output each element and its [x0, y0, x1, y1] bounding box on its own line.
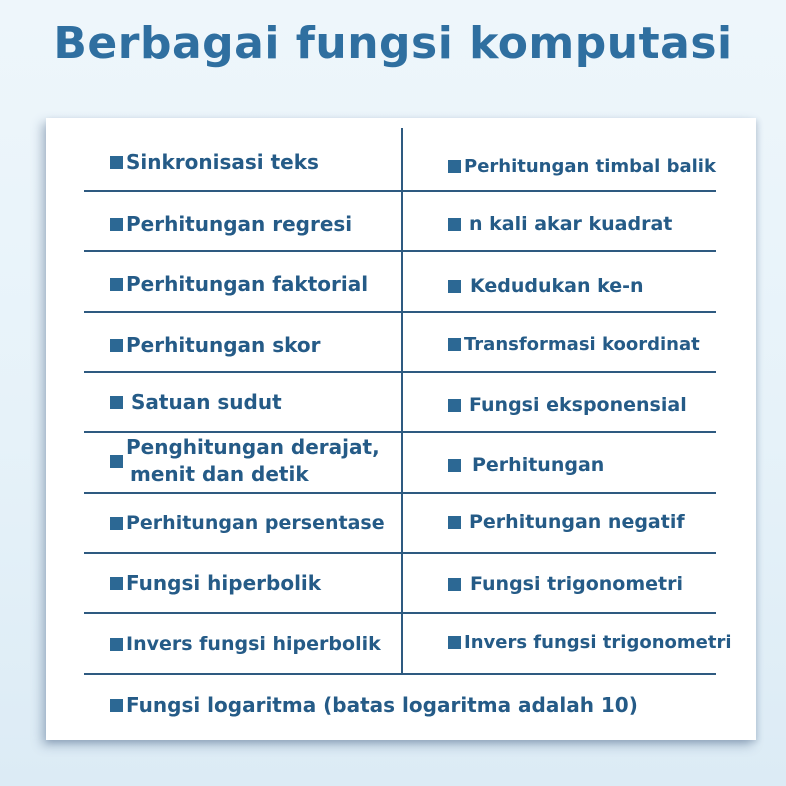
list-item: [448, 266, 644, 306]
square-bullet-icon: [110, 278, 123, 291]
list-item-label-group: [126, 434, 380, 488]
list-item: [448, 324, 700, 364]
square-bullet-icon: [448, 218, 461, 231]
row-divider: [84, 250, 716, 252]
square-bullet-icon: [448, 459, 461, 472]
square-bullet-icon: [110, 577, 123, 590]
square-bullet-icon: [110, 455, 123, 468]
list-item: [110, 624, 381, 664]
row-divider: [84, 492, 716, 494]
list-item-label: Perhitungan negatif: [469, 511, 685, 533]
list-item-label: Kedudukan ke-n: [470, 275, 644, 297]
square-bullet-icon: [110, 218, 123, 231]
list-item-label-continued: menit dan detik: [130, 462, 309, 486]
list-item-label: Transformasi koordinat: [464, 333, 700, 355]
list-item-label: Perhitungan: [472, 454, 605, 476]
list-item: [110, 563, 321, 603]
list-item: [110, 142, 319, 182]
square-bullet-icon: [448, 160, 461, 173]
row-divider: [84, 190, 716, 192]
list-item-label: Perhitungan skor: [126, 333, 321, 357]
list-item: [448, 564, 683, 604]
row-divider: [84, 311, 716, 313]
list-item-label: Perhitungan timbal balik: [464, 155, 716, 177]
list-item: [110, 433, 380, 489]
list-item-label: Penghitungan derajat,: [126, 435, 380, 459]
square-bullet-icon: [448, 280, 461, 293]
square-bullet-icon: [448, 516, 461, 529]
list-item: [448, 146, 716, 186]
list-item-label: Sinkronisasi teks: [126, 150, 319, 174]
page-title: Berbagai fungsi komputasi: [53, 18, 733, 69]
square-bullet-icon: [448, 636, 461, 649]
row-divider: [84, 371, 716, 373]
list-item: [110, 503, 385, 543]
list-item-label: Fungsi logaritma (batas logaritma adalah 10): [126, 693, 638, 717]
list-item: [448, 204, 672, 244]
list-item: [110, 264, 368, 304]
list-item-label: Fungsi hiperbolik: [126, 571, 322, 595]
row-divider: [84, 612, 716, 614]
list-item-label: Invers fungsi hiperbolik: [126, 633, 381, 655]
list-item: [448, 445, 604, 485]
list-item-label: Fungsi trigonometri: [470, 573, 683, 595]
square-bullet-icon: [448, 338, 461, 351]
square-bullet-icon: [448, 399, 461, 412]
square-bullet-icon: [110, 339, 123, 352]
list-item-label: Perhitungan persentase: [126, 512, 385, 534]
functions-panel: [46, 118, 756, 740]
list-item: [110, 685, 638, 725]
list-item-label: Perhitungan regresi: [126, 212, 353, 236]
list-item-label: Satuan sudut: [131, 390, 282, 414]
list-item-label: Fungsi eksponensial: [469, 394, 687, 416]
square-bullet-icon: [110, 638, 123, 651]
list-item: [110, 204, 352, 244]
list-item: [110, 382, 282, 422]
list-item: [448, 502, 685, 542]
row-divider: [84, 552, 716, 554]
list-item: [110, 325, 321, 365]
row-divider: [84, 673, 716, 675]
square-bullet-icon: [110, 156, 123, 169]
list-item-label: Invers fungsi trigonometri: [464, 631, 732, 653]
list-item-label: n kali akar kuadrat: [469, 213, 673, 235]
square-bullet-icon: [448, 578, 461, 591]
square-bullet-icon: [110, 396, 123, 409]
list-item-label: Perhitungan faktorial: [126, 272, 369, 296]
list-item: [448, 622, 732, 662]
square-bullet-icon: [110, 699, 123, 712]
square-bullet-icon: [110, 517, 123, 530]
column-divider: [401, 128, 403, 673]
list-item: [448, 385, 687, 425]
